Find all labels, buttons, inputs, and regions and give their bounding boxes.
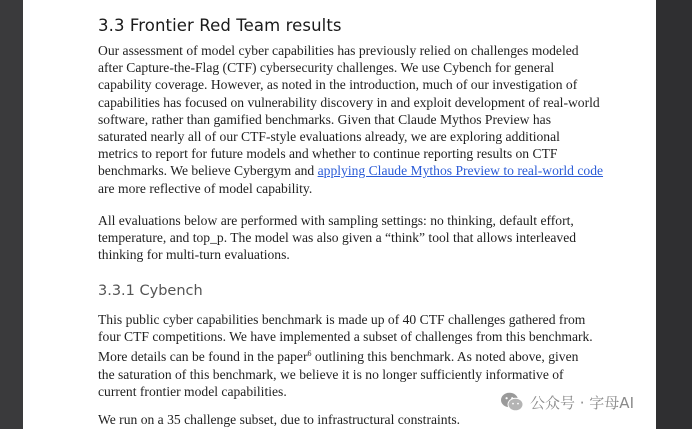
paragraph-3 <box>98 311 618 400</box>
paragraph-line: temperature, and top_p. The model was also given a “think” tool that allows interleaved <box>98 230 577 246</box>
paragraph-line: thinking for multi-turn evaluations. <box>98 247 290 263</box>
paragraph-line: four CTF competitions. We have implemented a subset of challenges from this benchmark. <box>98 329 593 345</box>
paragraph-line: metrics to report for future models and whether to continue reporting results on CTF <box>98 146 558 162</box>
document-page <box>23 0 656 429</box>
paragraph-line: capabilities has focused on vulnerability discovery in and exploit development of real-world <box>98 94 600 110</box>
paragraph-line: Our assessment of model cyber capabilities has previously relied on challenges modeled <box>98 43 579 58</box>
viewer-gutter <box>656 0 692 429</box>
paragraph-line: This public cyber capabilities benchmark is made up of 40 CTF challenges gathered from <box>98 312 586 327</box>
watermark-text: 公众号 · 字母AI <box>530 393 634 412</box>
paragraph-line: capability coverage. However, as noted in the introduction, much of our investigation of <box>98 77 578 93</box>
section-title: 3.3 Frontier Red Team results <box>98 16 342 35</box>
line-suffix: outlining this benchmark. As noted above, given <box>311 349 579 365</box>
paragraph-2 <box>98 212 618 264</box>
paragraph-line: the saturation of this benchmark, we believe it is no longer sufficiently informative of <box>98 366 564 382</box>
wechat-icon <box>500 391 524 413</box>
line-prefix: benchmarks. We believe Cybergym and <box>98 163 318 179</box>
paragraph-line: software, rather than gamified benchmarks. Given that Claude Mythos Preview has <box>98 111 551 127</box>
watermark <box>500 390 634 414</box>
paragraph-line-with-link <box>98 162 618 179</box>
line-prefix: More details can be found in the paper <box>98 349 308 365</box>
paragraph-line: All evaluations below are performed with sampling settings: no thinking, default effort, <box>98 213 574 228</box>
paragraph-line: saturated nearly all of our CTF-style evaluations already, we are exploring additional <box>98 129 560 145</box>
footnote-marker[interactable]: 6 <box>307 349 312 359</box>
paragraph-line: are more reflective of model capability. <box>98 180 313 196</box>
paragraph-1 <box>98 42 618 197</box>
paragraph-line: We run on a 35 challenge subset, due to infrastructural constraints. <box>98 412 461 427</box>
real-world-code-link[interactable]: applying Claude Mythos Preview to real-world code <box>317 163 604 179</box>
paragraph-line: after Capture-the-Flag (CTF) cybersecurity challenges. We use Cybench for general <box>98 60 555 76</box>
subsection-title: 3.3.1 Cybench <box>98 283 203 299</box>
paragraph-line: current frontier model capabilities. <box>98 383 287 399</box>
paragraph-line-with-footnote <box>98 345 618 365</box>
